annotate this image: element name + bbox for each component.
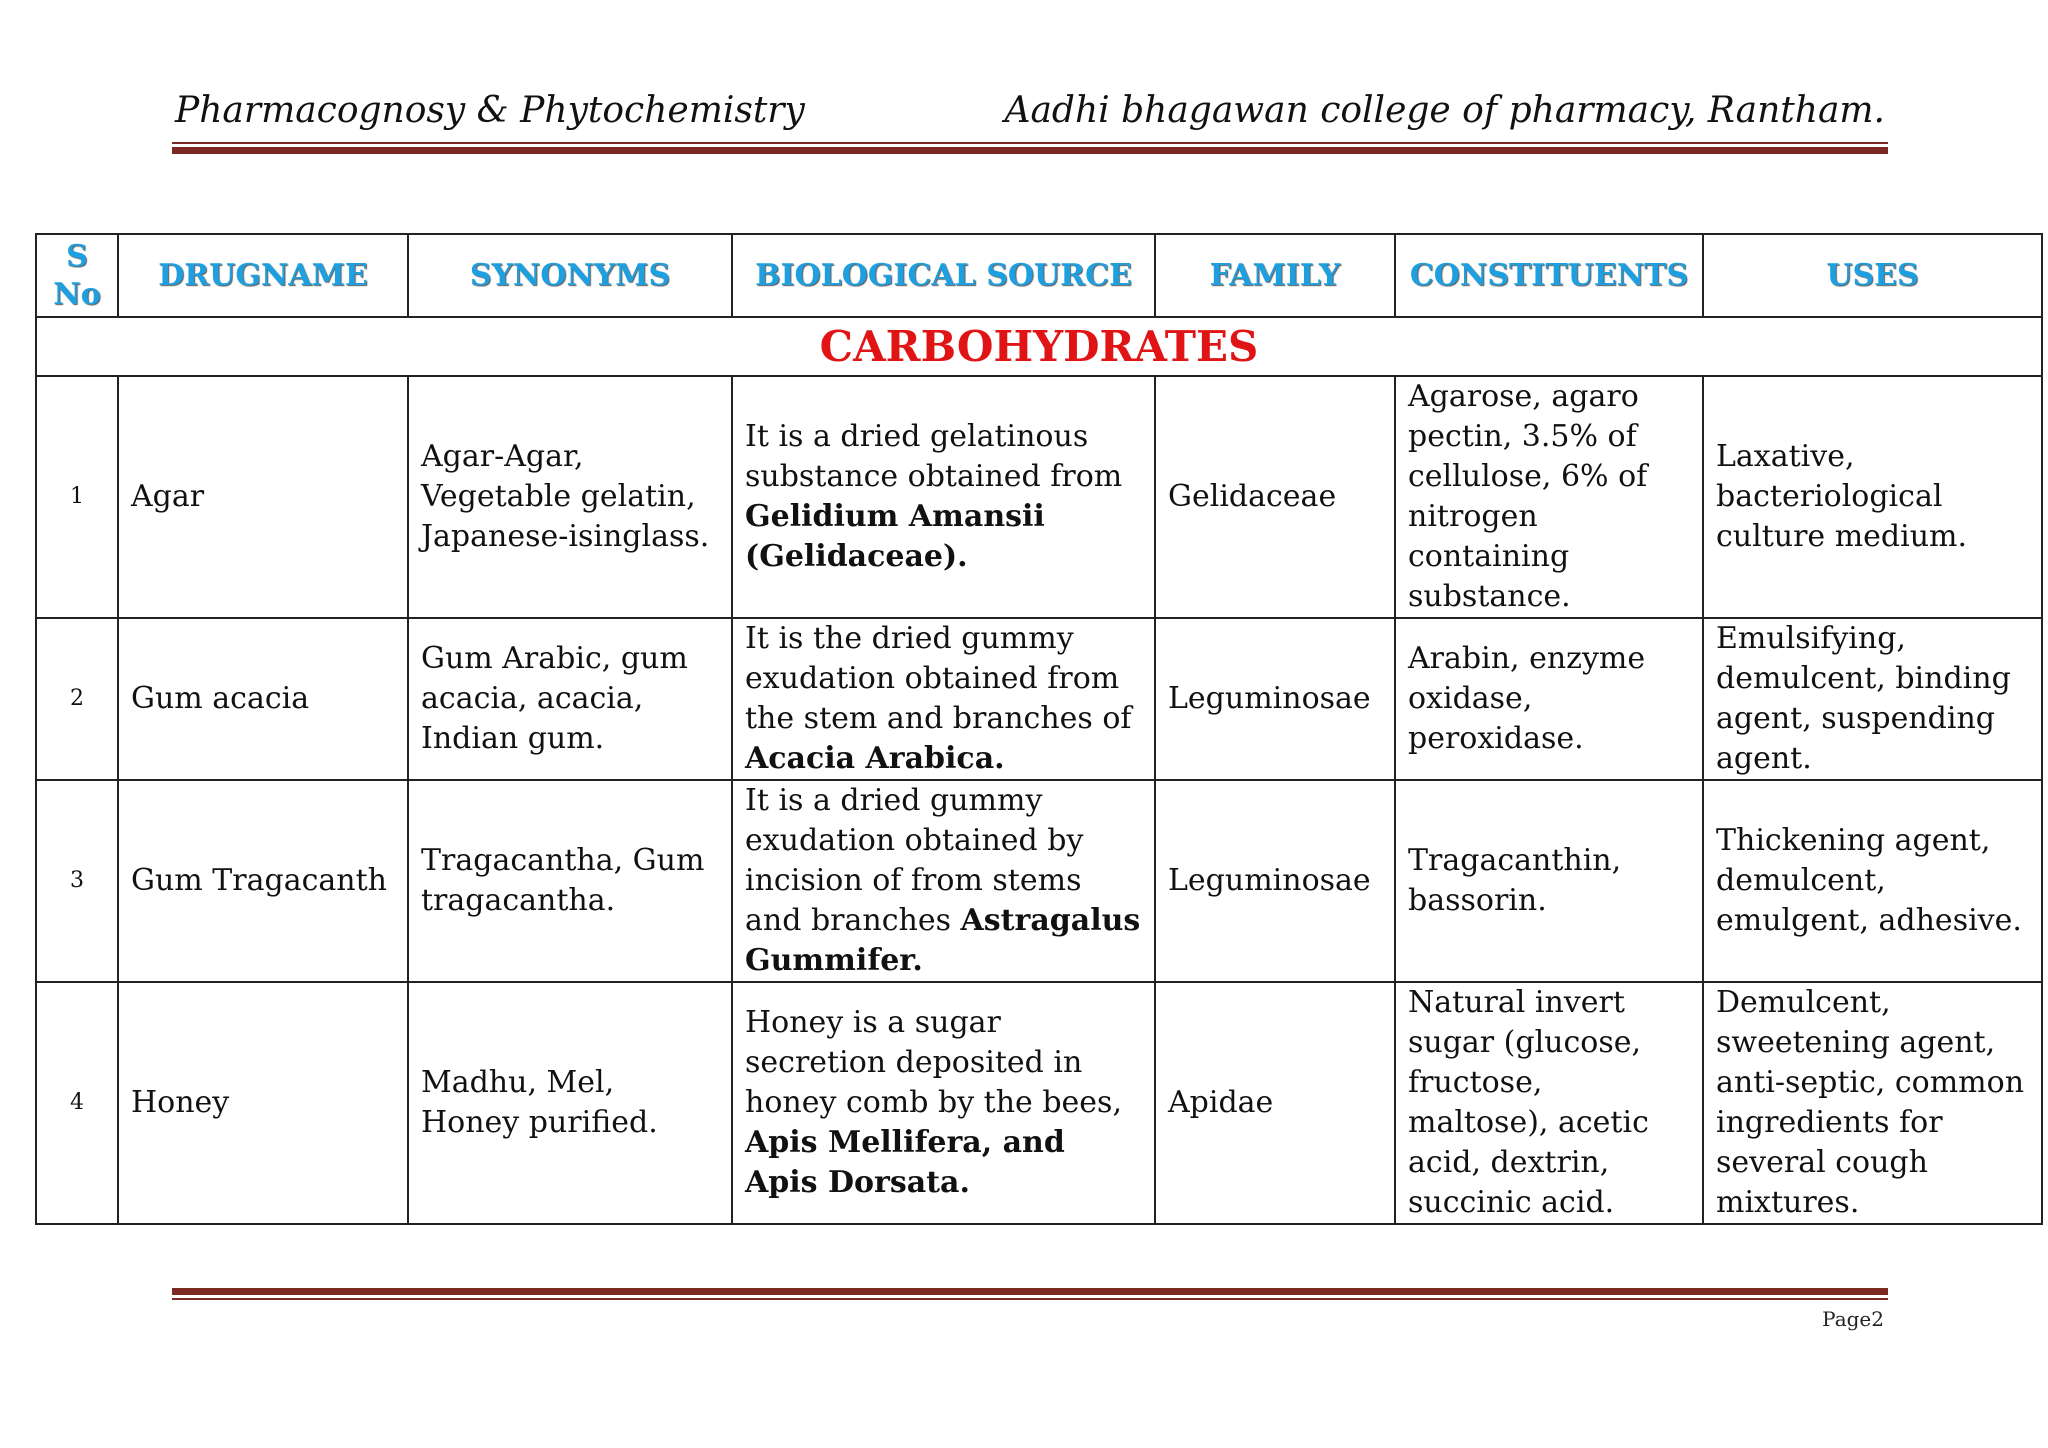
column-header-constituents: CONSTITUENTS: [1395, 234, 1703, 317]
table-header-row: [36, 234, 2042, 317]
table-row: [36, 780, 2042, 982]
column-header-uses: USES: [1703, 234, 2042, 317]
table-row: [36, 618, 2042, 780]
source-text: Honey is a sugar secretion deposited in honey comb by the bees,: [745, 1005, 1122, 1120]
source-species: Gelidium Amansii (Gelidaceae).: [745, 499, 1045, 574]
column-header-drugname: DRUGNAME: [118, 234, 408, 317]
cell-family: Leguminosae: [1155, 780, 1395, 982]
cell-sno: 3: [36, 780, 118, 982]
cell-uses: Thickening agent, demulcent, emulgent, adhesive.: [1703, 780, 2042, 982]
source-text: It is a dried gelatinous substance obtained from: [745, 419, 1123, 494]
course-title: Pharmacognosy & Phytochemistry: [175, 90, 805, 131]
cell-constituents: Arabin, enzyme oxidase, peroxidase.: [1395, 618, 1703, 780]
cell-uses: Demulcent, sweetening agent, anti-septic, common ingredients for several cough mixtures.: [1703, 982, 2042, 1224]
column-header-family: FAMILY: [1155, 234, 1395, 317]
cell-biological-source: [732, 376, 1155, 618]
cell-synonyms: Madhu, Mel, Honey purified.: [408, 982, 732, 1224]
page-number: Page2: [1822, 1307, 1884, 1331]
source-text: It is the dried gummy exudation obtained from the stem and branches of: [745, 621, 1132, 736]
section-title: CARBOHYDRATES: [36, 317, 2042, 376]
cell-uses: Emulsifying, demulcent, binding agent, suspending agent.: [1703, 618, 2042, 780]
column-header-synonyms: SYNONYMS: [408, 234, 732, 317]
cell-biological-source: [732, 982, 1155, 1224]
header-divider: [172, 142, 1888, 154]
column-header-sno: S No: [36, 234, 118, 317]
cell-sno: 4: [36, 982, 118, 1224]
cell-synonyms: Gum Arabic, gum acacia, acacia, Indian gum.: [408, 618, 732, 780]
section-row: [36, 317, 2042, 376]
footer-divider: [172, 1288, 1888, 1300]
cell-family: Leguminosae: [1155, 618, 1395, 780]
cell-uses: Laxative, bacteriological culture medium.: [1703, 376, 2042, 618]
column-header-biological-source: BIOLOGICAL SOURCE: [732, 234, 1155, 317]
cell-sno: 2: [36, 618, 118, 780]
source-species: Apis Mellifera, and Apis Dorsata.: [745, 1125, 1065, 1200]
cell-drugname: Agar: [118, 376, 408, 618]
cell-synonyms: Tragacantha, Gum tragacantha.: [408, 780, 732, 982]
source-text: It is a dried gummy exudation obtained by incision of from stems and branches: [745, 783, 1084, 938]
college-name: Aadhi bhagawan college of pharmacy, Rantham.: [1004, 90, 1885, 131]
cell-sno: 1: [36, 376, 118, 618]
page-header: [175, 90, 1885, 132]
source-species: Acacia Arabica.: [745, 741, 1005, 776]
source-species: Astragalus Gummifer.: [745, 903, 1141, 978]
cell-synonyms: Agar-Agar, Vegetable gelatin, Japanese-isinglass.: [408, 376, 732, 618]
cell-biological-source: [732, 618, 1155, 780]
cell-drugname: Honey: [118, 982, 408, 1224]
cell-drugname: Gum acacia: [118, 618, 408, 780]
cell-family: Apidae: [1155, 982, 1395, 1224]
cell-constituents: Natural invert sugar (glucose, fructose, maltose), acetic acid, dextrin, succinic acid.: [1395, 982, 1703, 1224]
cell-constituents: Tragacanthin, bassorin.: [1395, 780, 1703, 982]
table-row: [36, 982, 2042, 1224]
cell-family: Gelidaceae: [1155, 376, 1395, 618]
cell-constituents: Agarose, agaro pectin, 3.5% of cellulose, 6% of nitrogen containing substance.: [1395, 376, 1703, 618]
table-row: [36, 376, 2042, 618]
cell-drugname: Gum Tragacanth: [118, 780, 408, 982]
cell-biological-source: [732, 780, 1155, 982]
drug-table: [35, 233, 2043, 1225]
